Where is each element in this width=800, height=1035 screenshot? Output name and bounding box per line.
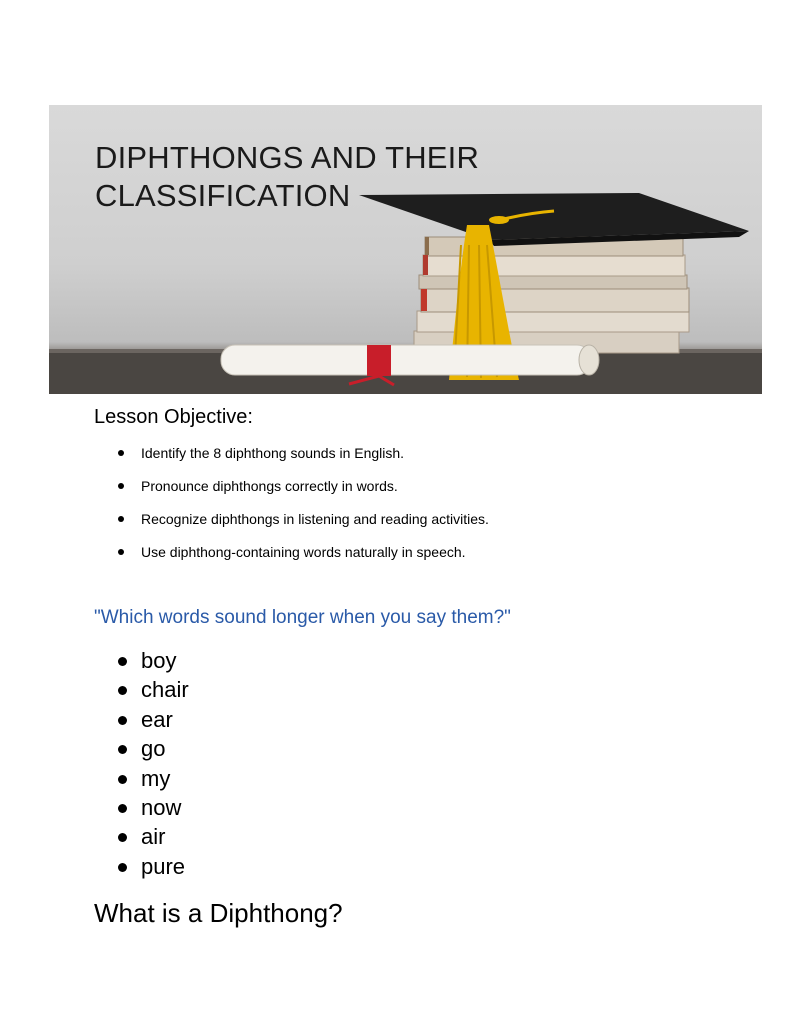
list-item: now [94, 793, 189, 822]
list-item: go [94, 734, 189, 763]
objective-label: Lesson Objective: [94, 406, 253, 428]
page-title: DIPHTHONGS AND THEIR CLASSIFICATION [95, 140, 480, 213]
list-item: chair [94, 675, 189, 704]
list-item: Recognize diphthongs in listening and reading activities. [94, 507, 489, 540]
list-item: ear [94, 705, 189, 734]
warmup-question: "Which words sound longer when you say them?" [94, 607, 511, 628]
section-heading: What is a Diphthong? [94, 898, 343, 928]
objective-list [94, 441, 489, 573]
list-item: boy [94, 646, 189, 675]
word-list [94, 646, 189, 881]
list-item: pure [94, 852, 189, 881]
list-item: Use diphthong-containing words naturally in speech. [94, 540, 489, 573]
list-item: air [94, 822, 189, 851]
list-item: Identify the 8 diphthong sounds in English. [94, 441, 489, 474]
list-item: my [94, 764, 189, 793]
header-banner [49, 105, 762, 394]
list-item: Pronounce diphthongs correctly in words. [94, 474, 489, 507]
